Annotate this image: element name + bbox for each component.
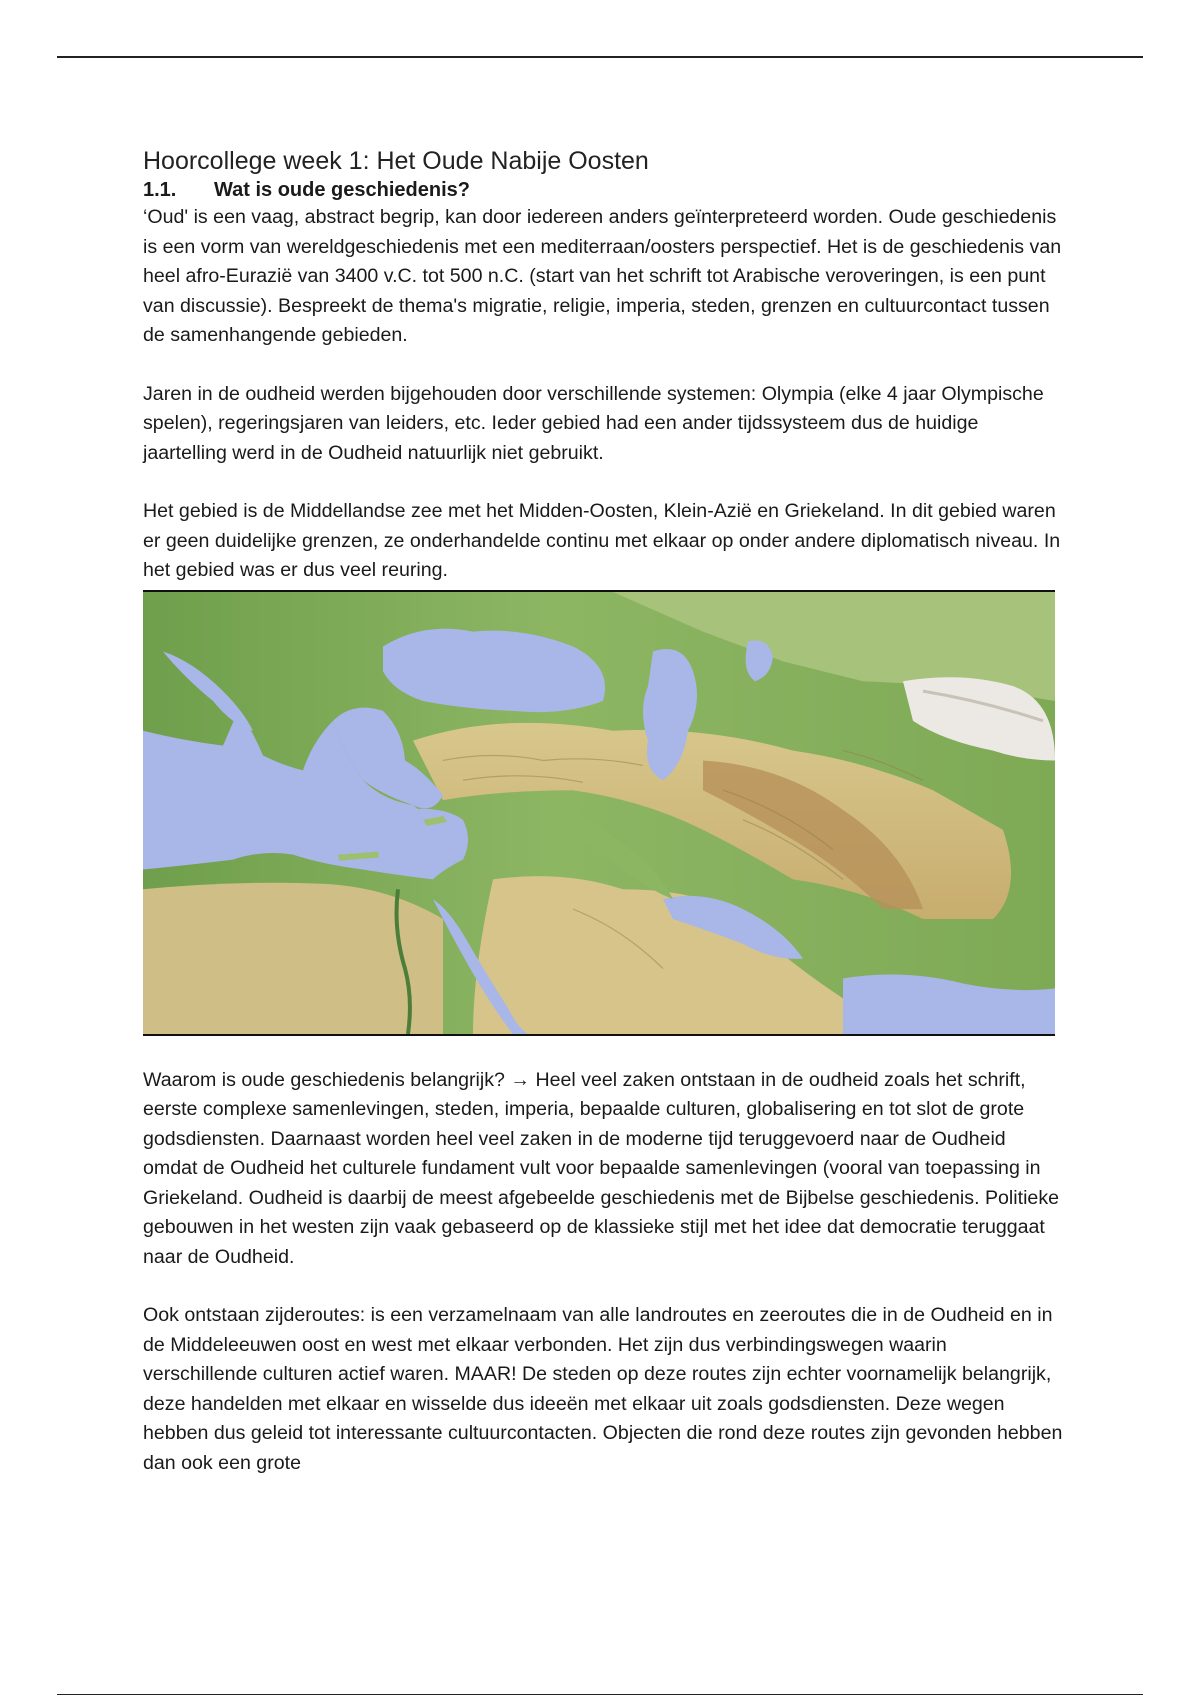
section-title: Wat is oude geschiedenis? xyxy=(214,179,470,201)
section-heading xyxy=(143,177,1063,203)
top-rule xyxy=(57,56,1143,58)
paragraph-time-systems: Jaren in de oudheid werden bijgehouden door verschillende systemen: Olympia (elke 4 jaar Olympische spelen), regeringsjaren van leiders, etc. Ieder gebied had een ander tijdssysteem dus de huidige jaartelling werd in de Oudheid natuurlijk niet gebruikt. xyxy=(143,382,1044,464)
section-number: 1.1. xyxy=(143,179,177,201)
bottom-rule xyxy=(57,1694,1143,1695)
document-title: Hoorcollege week 1: Het Oude Nabije Oosten xyxy=(143,147,649,175)
paragraph-intro: ‘Oud' is een vaag, abstract begrip, kan door iedereen anders geïnterpreteerd worden. Oude geschiedenis is een vorm van wereldgeschiedenis met een mediterraan/oosters perspectief. Het is de geschiedenis van heel afro-Eurazië van 3400 v.C. tot 500 n.C. (start van het schrift tot Arabische veroveringen, is een punt van discussie). Bespreekt de thema's migratie, religie, imperia, steden, grenzen en cultuurcontact tussen de samenhangende gebieden. xyxy=(143,206,1062,346)
paragraph-region: Het gebied is de Middellandse zee met het Midden-Oosten, Klein-Azië en Griekeland. In dit gebied waren er geen duidelijke grenzen, ze onderhandelde continu met elkaar op onder andere diplomatisch niveau. In het gebied was er dus veel reuring. xyxy=(143,500,1061,581)
document-body xyxy=(143,145,1063,1478)
relief-map-image xyxy=(143,590,1055,1036)
paragraph-silk-roads: Ook ontstaan zijderoutes: is een verzamelnaam van alle landroutes en zeeroutes die in de Oudheid en in de Middeleeuwen oost en west met elkaar verbonden. Het zijn dus verbindingswegen waarin verschillende culturen actief waren. MAAR! De steden op deze routes zijn echter voornamelijk belangrijk, deze handelden met elkaar en wisselde dus ideeën met elkaar uit zoals godsdiensten. Deze wegen hebben dus geleid tot interessante cultuurcontacten. Objecten die rond deze routes zijn gevonden hebben dan ook een grote xyxy=(143,1304,1063,1474)
paragraph-importance: Waarom is oude geschiedenis belangrijk? → Heel veel zaken ontstaan in de oudheid zoals het schrift, eerste complexe samenlevingen, steden, imperia, bepaalde culturen, globalisering en tot slot de grote godsdiensten. Daarnaast worden heel veel zaken in de moderne tijd teruggevoerd naar de Oudheid omdat de Oudheid het culturele fundament vult voor bepaalde samenlevingen (vooral van toepassing in Griekeland. Oudheid is daarbij de meest afgebeelde geschiedenis met de Bijbelse geschiedenis. Politieke gebouwen in het westen zijn vaak gebaseerd op de klassieke stijl met het idee dat democratie teruggaat naar de Oudheid. xyxy=(143,1068,1060,1268)
